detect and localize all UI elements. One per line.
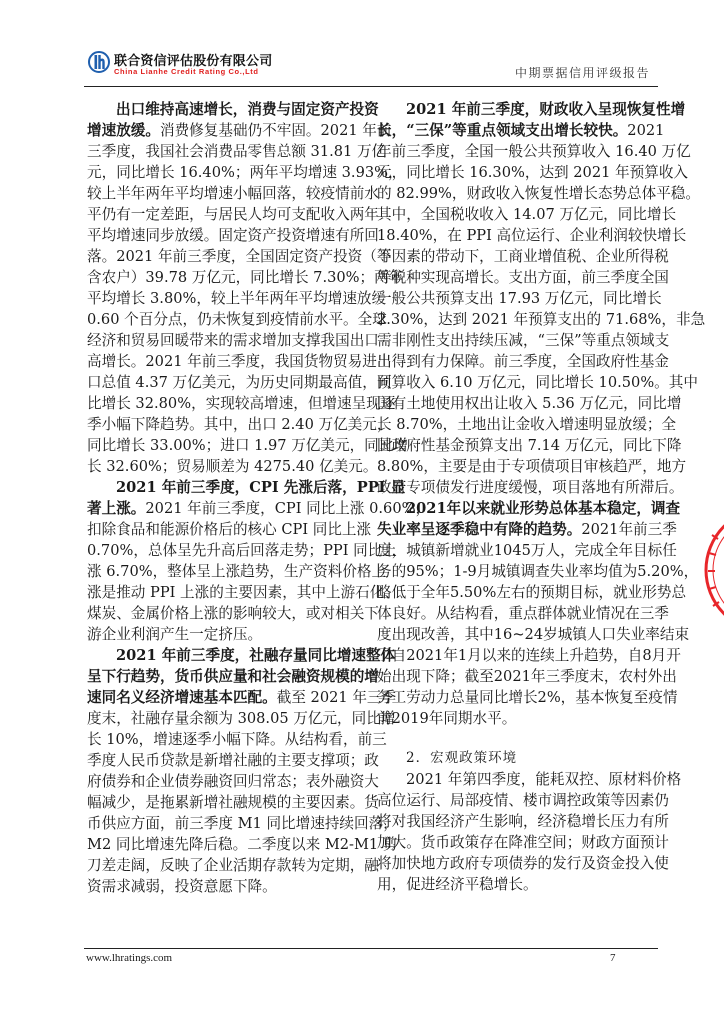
text-line: [87, 834, 398, 855]
body-text: 预算收入 6.10 万亿元，同比增长 10.50%。其中: [377, 374, 698, 391]
body-text: 长 32.60%；贸易顺差为 4275.40 亿美元。: [87, 458, 378, 475]
body-text: 平均增长 3.80%，较上半年两年平均增速放缓: [87, 290, 387, 307]
body-text: 度末，社融存量余额为 308.05 万亿元，同比增: [87, 710, 396, 727]
body-text: 务的95%；1-9月城镇调查失业率均值为5.20%，: [377, 563, 699, 580]
body-text: 季小幅下降趋势。其中，出口 2.40 万亿美元，: [87, 416, 392, 433]
text-line: [377, 183, 700, 204]
body-text: 18.40%，在 PPI 高位运行、企业利润较快增长: [377, 227, 687, 244]
text-line: [377, 790, 669, 811]
text-line: [87, 540, 397, 561]
body-text: 消费修复基础仍不牢固。2021 年前: [159, 122, 392, 139]
paragraph: [377, 498, 699, 729]
text-line: [87, 876, 368, 897]
body-text: 了自2021年1月以来的连续上升趋势，自8月开: [377, 647, 681, 664]
body-text: 用，促进经济平稳增长。: [377, 876, 538, 893]
body-text: 将对我国经济产生影响，经济稳增长压力有所: [377, 813, 669, 830]
body-text: 经济和贸易回暖带来的需求增加支撑我国出口: [87, 332, 379, 349]
body-text: 涨是推动 PPI 上涨的主要因素，其中上游石化、: [87, 584, 399, 601]
footer-divider: [84, 948, 658, 949]
page-number: 7: [610, 952, 616, 964]
body-text: 三季度，我国社会消费品零售总额 31.81 万亿: [87, 143, 387, 160]
text-line: [377, 874, 658, 895]
company-logo-icon: [88, 51, 110, 73]
body-text: 落。2021 年前三季度，全国固定资产投资（不: [87, 248, 392, 265]
text-line: [87, 99, 379, 120]
text-line: [377, 708, 658, 729]
body-text: 始出现下降；截至2021年三季度末，农村外出: [377, 668, 677, 685]
text-line: [377, 288, 662, 309]
body-text: 8.80%，主要是由于专项债项目审核趋严，地方: [377, 458, 687, 475]
company-seal-icon: [700, 505, 724, 635]
body-text: 年前三季度，全国一般公共预算收入 16.40 万亿: [377, 143, 691, 160]
body-text: 扣除食品和能源价格后的核心 CPI 同比上涨: [87, 521, 372, 538]
text-line: [377, 624, 690, 645]
body-text: 一般公共预算支出 17.93 万亿元，同比增长: [377, 290, 662, 307]
section-heading: 2．宏观政策环境: [406, 750, 518, 766]
text-line: [87, 183, 379, 204]
text-line: [377, 832, 669, 853]
text-line: [377, 582, 687, 603]
body-text: 出得到有力保障。前三季度，全国政府性基金: [377, 353, 669, 370]
text-line: [87, 309, 387, 330]
body-text: 0.60 个百分点，仍未恢复到疫情前水平。全球: [87, 311, 387, 328]
text-line: [377, 769, 682, 790]
text-line: [377, 498, 681, 519]
body-text: 游企业利润产生一定挤压。: [87, 626, 263, 643]
text-line: [87, 351, 392, 372]
text-line: [87, 750, 379, 771]
text-line: [87, 813, 398, 834]
body-text: 2021: [627, 122, 665, 139]
body-text: 季度人民币贷款是新增社融的主要支撑项；政: [87, 752, 379, 769]
text-line: [87, 456, 378, 477]
spacer: [377, 729, 658, 748]
bold-lead-text: 增速放缓。: [87, 122, 160, 139]
body-text: 略低于全年5.50%左右的预期目标，就业形势总: [377, 584, 687, 601]
text-line: [87, 519, 372, 540]
body-text: 含农户）39.78 万亿元，同比增长 7.30%；两年: [87, 269, 404, 286]
body-text: 刀差走阔，反映了企业活期存款转为定期，融: [87, 857, 379, 874]
bold-lead-text: 出口维持高速增长，消费与固定资产投资: [116, 101, 379, 118]
text-line: [377, 853, 669, 874]
bold-lead-text: 著上涨。: [87, 500, 146, 517]
body-text: 高位运行、局部疫情、楼市调控政策等因素仍: [377, 792, 669, 809]
body-text: 2.30%，达到 2021 年预算支出的 71.68%，非急: [377, 311, 706, 328]
body-text: 将加快地方政府专项债券的发行及资金投入使: [377, 855, 669, 872]
text-line: [377, 309, 706, 330]
text-line: [377, 456, 687, 477]
text-line: [377, 477, 684, 498]
body-text: 同比增长 33.00%；进口 1.97 万亿美元，同比增: [87, 437, 408, 454]
bold-lead-text: 2021 年前三季度，CPI 先涨后落，PPI 显: [116, 479, 406, 496]
text-line: [377, 687, 678, 708]
body-text: 的 82.99%，财政收入恢复性增长态势总体平稳。: [377, 185, 700, 202]
body-text: 等因素的带动下，工商业增值税、企业所得税: [377, 248, 669, 265]
body-text: 长 10%，增速逐季小幅下降。从结构看，前三: [87, 731, 387, 748]
text-line: [377, 561, 699, 582]
body-text: 元，同比增长 16.40%；两年平均增速 3.93%，: [87, 164, 403, 181]
text-line: [377, 372, 698, 393]
text-line: [87, 477, 406, 498]
text-line: [377, 414, 677, 435]
bold-lead-text: 2021年以来就业形势总体基本稳定，调查: [406, 500, 681, 517]
body-text: 2021 年第四季度，能耗双控、原材料价格: [406, 771, 682, 788]
body-text: 度出现改善，其中16~24岁城镇人口失业率结束: [377, 626, 690, 643]
bold-lead-text: 失业率呈逐季稳中有降的趋势。: [377, 521, 582, 538]
text-line: [377, 141, 691, 162]
company-name-en: China Lianhe Credit Rating Co.,Ltd: [114, 67, 259, 76]
text-line: [87, 666, 379, 687]
text-line: [377, 540, 677, 561]
text-line: [87, 561, 387, 582]
text-line: [87, 141, 387, 162]
body-text: 较上半年两年平均增速小幅回落，较疫情前水: [87, 185, 379, 202]
body-text: 其中，全国税收收入 14.07 万亿元，同比增长: [377, 206, 677, 223]
left-column: [87, 99, 431, 897]
text-line: [87, 330, 379, 351]
text-line: [87, 603, 379, 624]
text-line: [87, 288, 387, 309]
page-header: [84, 44, 658, 87]
body-text: 口总值 4.37 万亿美元，为历史同期最高值，同: [87, 374, 392, 391]
paragraph: [87, 477, 431, 645]
text-line: [87, 687, 397, 708]
text-line: [377, 330, 670, 351]
right-column: [377, 99, 706, 895]
text-line: [87, 624, 368, 645]
body-text: 币供应方面，前三季度 M1 同比增速持续回落，: [87, 815, 398, 832]
body-text: 务工劳动力总量同比增长2%，基本恢复至疫情: [377, 689, 678, 706]
paragraph: [87, 99, 408, 477]
paragraph: [377, 769, 682, 895]
body-text: 比增长 32.80%，实现较高增速，但增速呈现逐: [87, 395, 396, 412]
text-line: [377, 603, 669, 624]
body-text: 长 8.70%，土地出让金收入增速明显放缓；全: [377, 416, 677, 433]
body-text: 元，同比增长 16.30%，达到 2021 年预算收入: [377, 164, 689, 181]
text-line: [377, 99, 686, 120]
text-line: [87, 267, 404, 288]
text-line: [87, 393, 396, 414]
text-line: [377, 666, 677, 687]
bold-lead-text: 呈下行趋势，货币供应量和社会融资规模的增: [87, 668, 379, 685]
text-line: [87, 372, 392, 393]
text-line: [87, 645, 396, 666]
report-type: 中期票据信用评级报告: [514, 66, 650, 80]
paragraph: [87, 645, 398, 897]
text-line: [87, 498, 431, 519]
text-line: [87, 204, 379, 225]
text-line: [377, 120, 665, 141]
body-text: 涨 6.70%，整体呈上涨趋势，生产资料价格上: [87, 563, 387, 580]
body-text: 国政府性基金预算支出 7.14 万亿元，同比下降: [377, 437, 682, 454]
text-line: [87, 582, 399, 603]
body-text: 截至 2021 年三季: [276, 689, 397, 706]
bold-lead-text: 速同名义经济增速基本匹配。: [87, 689, 277, 706]
text-line: [87, 414, 392, 435]
text-line: [377, 645, 681, 666]
paragraph: [377, 99, 706, 498]
body-text: 资需求减弱，投资意愿下降。: [87, 878, 277, 895]
body-text: 高增长。2021 年前三季度，我国货物贸易进出: [87, 353, 392, 370]
body-text: 需非刚性支出持续压减，“三保”等重点领域支: [377, 332, 670, 349]
text-line: [377, 519, 677, 540]
text-line: [87, 120, 392, 141]
body-text: 度，城镇新增就业1045万人，完成全年目标任: [377, 542, 677, 559]
text-line: [377, 351, 669, 372]
body-text: 平仍有一定差距，与居民人均可支配收入两年: [87, 206, 379, 223]
text-line: [87, 246, 392, 267]
body-text: 政府专项债发行进度缓慢，项目落地有所滞后。: [377, 479, 684, 496]
body-text: 等税种实现高增长。支出方面，前三季度全国: [377, 269, 669, 286]
company-name-cn: 联合资信评估股份有限公司: [114, 54, 273, 69]
body-text: 平均增速同步放缓。固定资产投资增速有所回: [87, 227, 379, 244]
text-line: [377, 246, 669, 267]
body-text: 2021 年前三季度，CPI 同比上涨 0.60%，: [145, 500, 431, 517]
body-text: 体良好。从结构看，重点群体就业情况在三季: [377, 605, 669, 622]
body-text: 幅减少，是拖累新增社融规模的主要因素。货: [87, 794, 379, 811]
text-line: [87, 792, 379, 813]
body-text: 国有土地使用权出让收入 5.36 万亿元，同比增: [377, 395, 682, 412]
bold-lead-text: 2021 年前三季度，财政收入呈现恢复性增: [406, 101, 686, 118]
text-line: [87, 708, 396, 729]
text-line: [87, 435, 408, 456]
body-text: 2021年前三季: [581, 521, 677, 538]
text-line: [87, 729, 387, 750]
bold-lead-text: 长，“三保”等重点领域支出增长较快。: [377, 122, 628, 139]
text-line: [377, 811, 669, 832]
body-text: M2 同比增速先降后稳。二季度以来 M2-M1 剪: [87, 836, 398, 853]
body-text: 府债券和企业债券融资回归常态；表外融资大: [87, 773, 379, 790]
text-line: [377, 267, 669, 288]
text-line: [87, 225, 379, 246]
text-line: [377, 435, 682, 456]
text-line: [87, 771, 379, 792]
text-line: [377, 162, 689, 183]
body-text: 煤炭、金属价格上涨的影响较大，或对相关下: [87, 605, 379, 622]
bold-lead-text: 2021 年前三季度，社融存量同比增速整体: [116, 647, 396, 664]
text-line: [377, 225, 687, 246]
text-line: [377, 393, 682, 414]
text-line: [87, 162, 403, 183]
body-text: 加大。货币政策存在降准空间；财政方面预计: [377, 834, 669, 851]
footer-url: www.lhratings.com: [86, 952, 173, 964]
text-line: [377, 204, 677, 225]
text-line: [87, 855, 379, 876]
body-text: 前2019年同期水平。: [377, 710, 517, 727]
body-text: 0.70%，总体呈先升高后回落走势；PPI 同比上: [87, 542, 397, 559]
